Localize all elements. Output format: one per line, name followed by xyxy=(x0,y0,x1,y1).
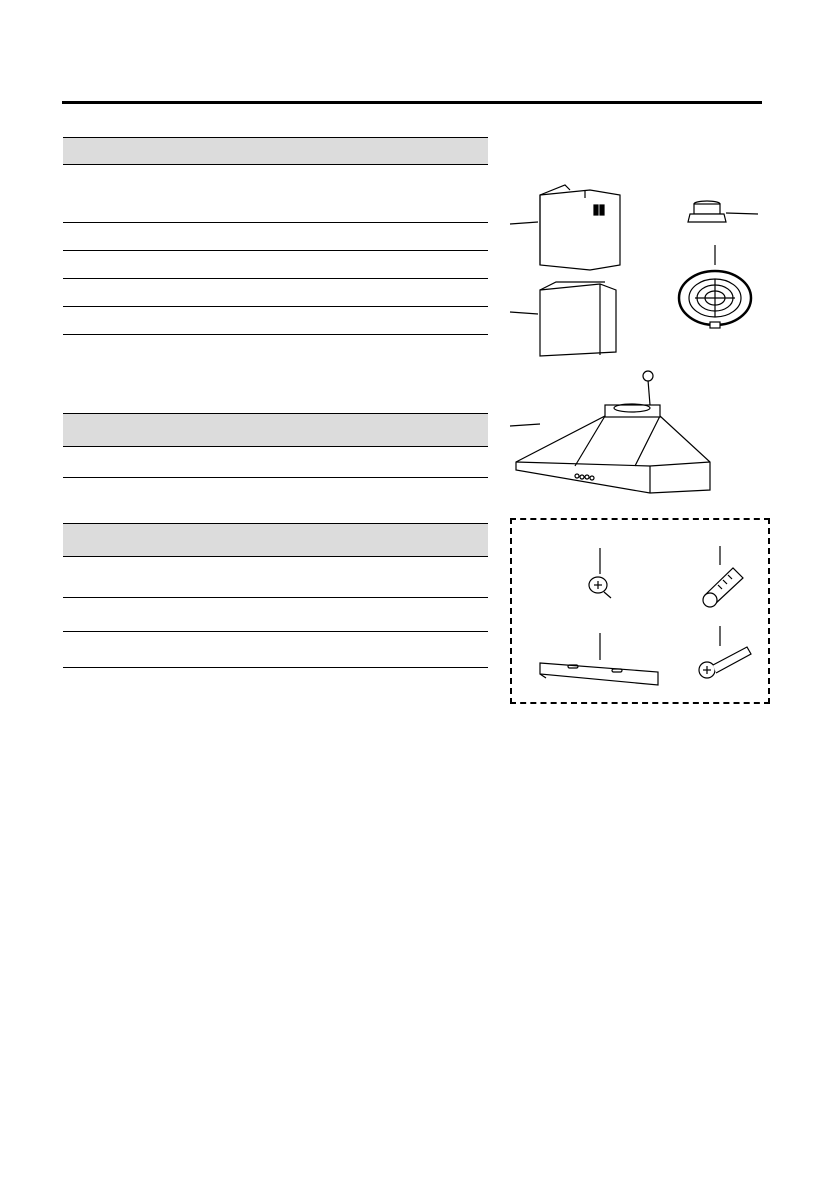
carbon-filter-icon xyxy=(679,271,751,328)
hardware-kit-box xyxy=(510,518,770,704)
upper-chimney-cover-icon xyxy=(540,185,620,270)
lower-chimney-cover-icon xyxy=(540,282,616,356)
air-outlet-connector-icon xyxy=(688,201,726,222)
hood-body-icon xyxy=(516,371,710,493)
arrow-lower-chimney xyxy=(510,312,538,314)
arrow-hood xyxy=(510,424,540,426)
arrow-upper-chimney xyxy=(510,222,538,224)
arrow-connector xyxy=(726,213,758,214)
